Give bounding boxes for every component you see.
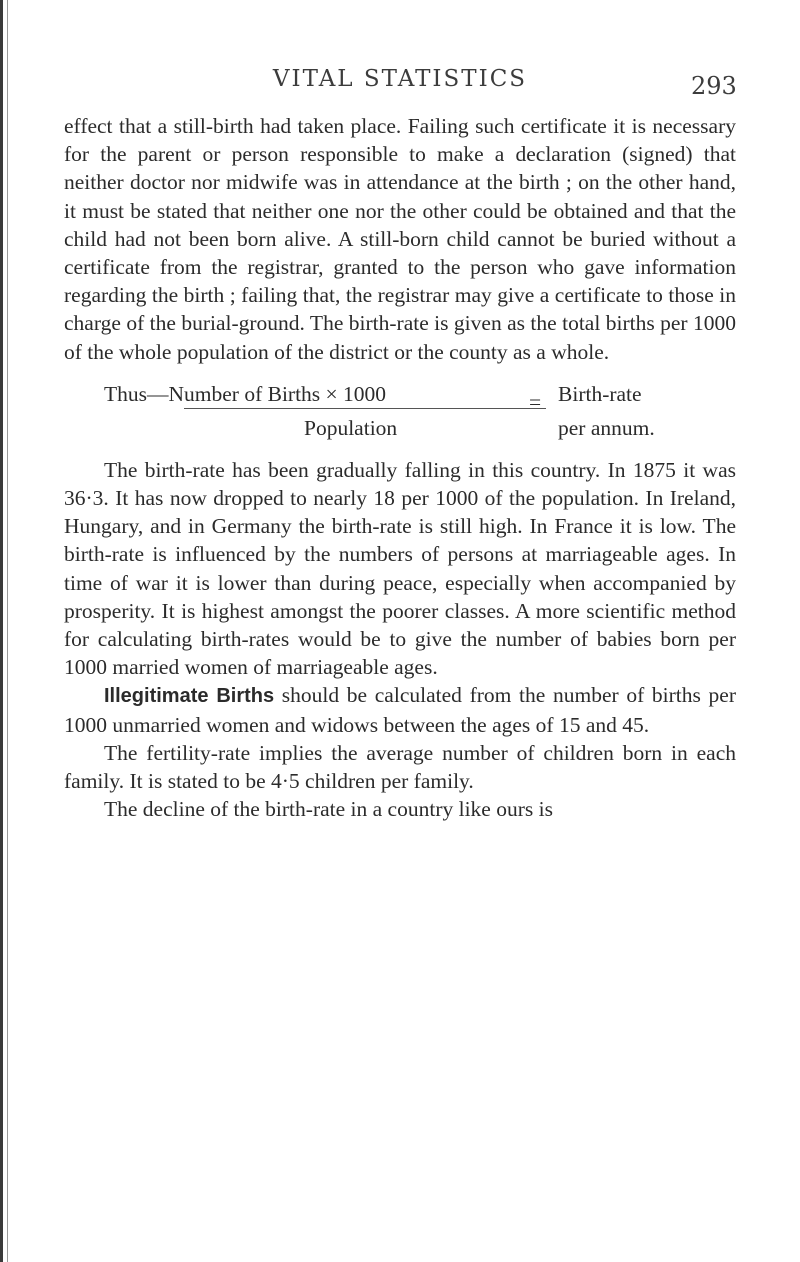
formula-result-top: Birth-rate <box>558 381 642 406</box>
paragraph-fertility-rate: The fertility-rate implies the average number of children born in each family. It is stated to be 4·5 children per family. <box>64 740 736 794</box>
page-header <box>0 66 800 106</box>
paragraph-decline: The decline of the birth-rate in a country like ours is <box>104 797 553 822</box>
formula-result-bottom: per annum. <box>558 415 655 440</box>
formula-denominator: Population <box>304 415 398 440</box>
paragraph-still-birth: effect that a still-birth had taken place. Failing such certificate it is necessary for the parent or person responsible to make a declaration (signed) that neither doctor nor midwife was in attendance at the birth ; on the other hand, it must be stated that neither one nor the other could be obtained and that the child had not been born alive. A still-born child cannot be buried without a certificate from the registrar, granted to the person who gave information regarding the birth ; failing that, the registrar may give a certificate to those in charge of the burial-ground. The birth-rate is given as the total births per 1000 of the whole population of the district or the county as a whole. <box>64 114 736 364</box>
formula-equals: = <box>529 389 542 414</box>
page-number: 293 <box>691 72 737 100</box>
illegitimate-births-text: should be calculated from the number of births per 1000 unmarried women and widows between the ages of 15 and 45. <box>64 683 736 737</box>
paragraph-birth-rate: The birth-rate has been gradually falling in this country. In 1875 it was 36·3. It has now dropped to nearly 18 per 1000 of the population. In Ireland, Hungary, and in Germany the birth-rate is still high. In France it is low. The birth-rate is influenced by the numbers of persons at marriageable ages. In time of war it is lower than during peace, especially when accompanied by prosperity. It is highest amongst the poorer classes. A more scientific method for calculating birth-rates would be to give the number of babies born per 1000 married women of marriageable ages. <box>64 457 736 680</box>
illegitimate-births-heading: Illegitimate Births <box>104 685 275 708</box>
book-spine-edge <box>0 0 3 1262</box>
birth-rate-formula <box>64 380 736 446</box>
running-title: VITAL STATISTICS <box>272 66 528 92</box>
book-spine-line <box>7 0 8 1262</box>
formula-numerator: Thus—Number of Births × 1000 <box>104 381 387 406</box>
paragraph-illegitimate-births <box>64 681 736 738</box>
formula-fraction-line <box>184 408 546 409</box>
body-text <box>64 112 736 823</box>
